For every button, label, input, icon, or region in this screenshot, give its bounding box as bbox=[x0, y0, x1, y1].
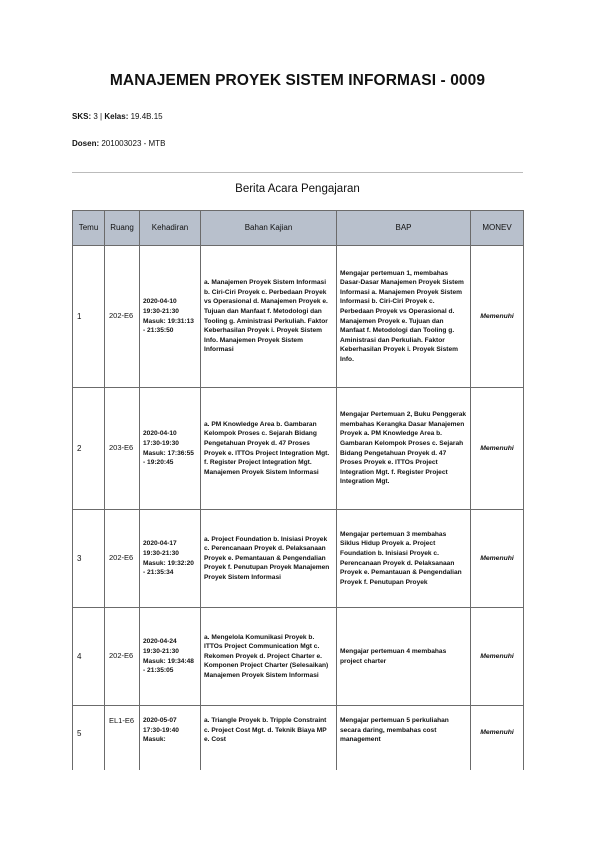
cell-kehadiran: 2020-04-24 19:30-21:30 Masuk: 19:34:48 - 21:35:05 bbox=[140, 608, 201, 706]
cell-bap: Mengajar Pertemuan 2, Buku Penggerak membahas Kerangka Dasar Manajemen Proyek a. PM Knowledge Area b. Gambaran Kelompok Proses c. Sejarah Bidang Pengetahuan Proyek d. 47 Proses Proyek e. ITTOs Project Integration Mgt. f. Register Project Integration Mgt. bbox=[337, 388, 471, 510]
cell-temu: 4 bbox=[73, 608, 105, 706]
cell-bap: Mengajar pertemuan 4 membahas project charter bbox=[337, 608, 471, 706]
col-header-bap: BAP bbox=[337, 211, 471, 246]
cell-temu: 3 bbox=[73, 510, 105, 608]
cell-temu: 1 bbox=[73, 246, 105, 388]
cell-kehadiran: 2020-04-10 19:30-21:30 Masuk: 19:31:13 - 21:35:50 bbox=[140, 246, 201, 388]
cell-bahan-kajian: a. Manajemen Proyek Sistem Informasi b. Ciri-Ciri Proyek c. Perbedaan Proyek vs Operasional d. Manajemen Proyek e. Tujuan dan Manfaat f. Metodologi dan Tooling g. Aministrasi Perkuliah. Faktor Keberhasilan Proyek i. Proyek Sistem Info. Manajemen Proyek Sistem Informasi bbox=[201, 246, 337, 388]
cell-monev: Memenuhi bbox=[471, 388, 524, 510]
table-row bbox=[73, 706, 524, 771]
kelas-label: Kelas: bbox=[104, 112, 129, 121]
cell-kehadiran: 2020-04-17 19:30-21:30 Masuk: 19:32:20 - 21:35:34 bbox=[140, 510, 201, 608]
cell-kehadiran: 2020-04-10 17:30-19:30 Masuk: 17:36:55 - 19:20:45 bbox=[140, 388, 201, 510]
cell-ruang: 203-E6 bbox=[105, 388, 140, 510]
section-title: Berita Acara Pengajaran bbox=[235, 183, 360, 195]
kelas-value: 19.4B.15 bbox=[130, 112, 163, 121]
dosen-label: Dosen: bbox=[72, 139, 100, 148]
cell-ruang: 202-E6 bbox=[105, 608, 140, 706]
cell-bahan-kajian: a. Project Foundation b. Inisiasi Proyek c. Perencanaan Proyek d. Pelaksanaan Proyek e. Pemantauan & Pengendalian Proyek f. Penutupan Proyek Manajemen Proyek Sistem Informasi bbox=[201, 510, 337, 608]
dosen-value: 201003023 - MTB bbox=[101, 139, 166, 148]
table-row bbox=[73, 246, 524, 388]
cell-bahan-kajian: a. Triangle Proyek b. Tripple Constraint c. Project Cost Mgt. d. Teknik Biaya MP e. Cost bbox=[201, 706, 337, 771]
table-row bbox=[73, 510, 524, 608]
col-header-temu: Temu bbox=[73, 211, 105, 246]
sks-label: SKS: bbox=[72, 112, 92, 121]
sks-value: 3 | bbox=[93, 112, 105, 121]
cell-bap: Mengajar pertemuan 1, membahas Dasar-Dasar Manajemen Proyek Sistem Informasi a. Manajemen Proyek Sistem Informasi b. Ciri-Ciri Proyek c. Perbedaan Proyek vs Operasional d. Manajemen Proyek e. Tujuan dan Manfaat f. Metodologi dan Tooling g. Aministrasi dan Perkuliah. Faktor Keberhasilan Proyek i. Proyek Sistem Info. bbox=[337, 246, 471, 388]
cell-ruang: 202-E6 bbox=[105, 246, 140, 388]
cell-kehadiran: 2020-05-07 17:30-19:40 Masuk: bbox=[140, 706, 201, 771]
cell-bap: Mengajar pertemuan 5 perkuliahan secara daring, membahas cost management bbox=[337, 706, 471, 771]
cell-temu: 5 bbox=[73, 706, 105, 771]
table-row bbox=[73, 608, 524, 706]
cell-monev: Memenuhi bbox=[471, 510, 524, 608]
cell-ruang: EL1-E6 bbox=[105, 706, 140, 771]
cell-bahan-kajian: a. Mengelola Komunikasi Proyek b. ITTOs Project Communication Mgt c. Rekomen Proyek d. Project Charter e. Komponen Project Charter (Selesaikan) Manajemen Proyek Sistem Informasi bbox=[201, 608, 337, 706]
cell-temu: 2 bbox=[73, 388, 105, 510]
col-header-kehadiran: Kehadiran bbox=[140, 211, 201, 246]
page-title: MANAJEMEN PROYEK SISTEM INFORMASI - 0009 bbox=[109, 72, 486, 89]
cell-monev: Memenuhi bbox=[471, 706, 524, 771]
cell-ruang: 202-E6 bbox=[105, 510, 140, 608]
cell-monev: Memenuhi bbox=[471, 246, 524, 388]
teaching-record-table bbox=[72, 210, 524, 770]
table-row bbox=[73, 388, 524, 510]
cell-bahan-kajian: a. PM Knowledge Area b. Gambaran Kelompok Proses c. Sejarah Bidang Pengetahuan Proyek d. 47 Proses Proyek e. ITTOs Project Integration Mgt. f. Register Project Integration Mgt. Manajemen Proyek Sistem Informasi bbox=[201, 388, 337, 510]
cell-bap: Mengajar pertemuan 3 membahas Siklus Hidup Proyek a. Project Foundation b. Inisiasi Proyek c. Perencanaan Proyek d. Pelaksanaan Proyek e. Pemantauan & Pengendalian Proyek f. Penutupan Proyek bbox=[337, 510, 471, 608]
col-header-ruang: Ruang bbox=[105, 211, 140, 246]
cell-monev: Memenuhi bbox=[471, 608, 524, 706]
table-header-row bbox=[73, 211, 524, 246]
col-header-bahan-kajian: Bahan Kajian bbox=[201, 211, 337, 246]
col-header-monev: MONEV bbox=[471, 211, 524, 246]
